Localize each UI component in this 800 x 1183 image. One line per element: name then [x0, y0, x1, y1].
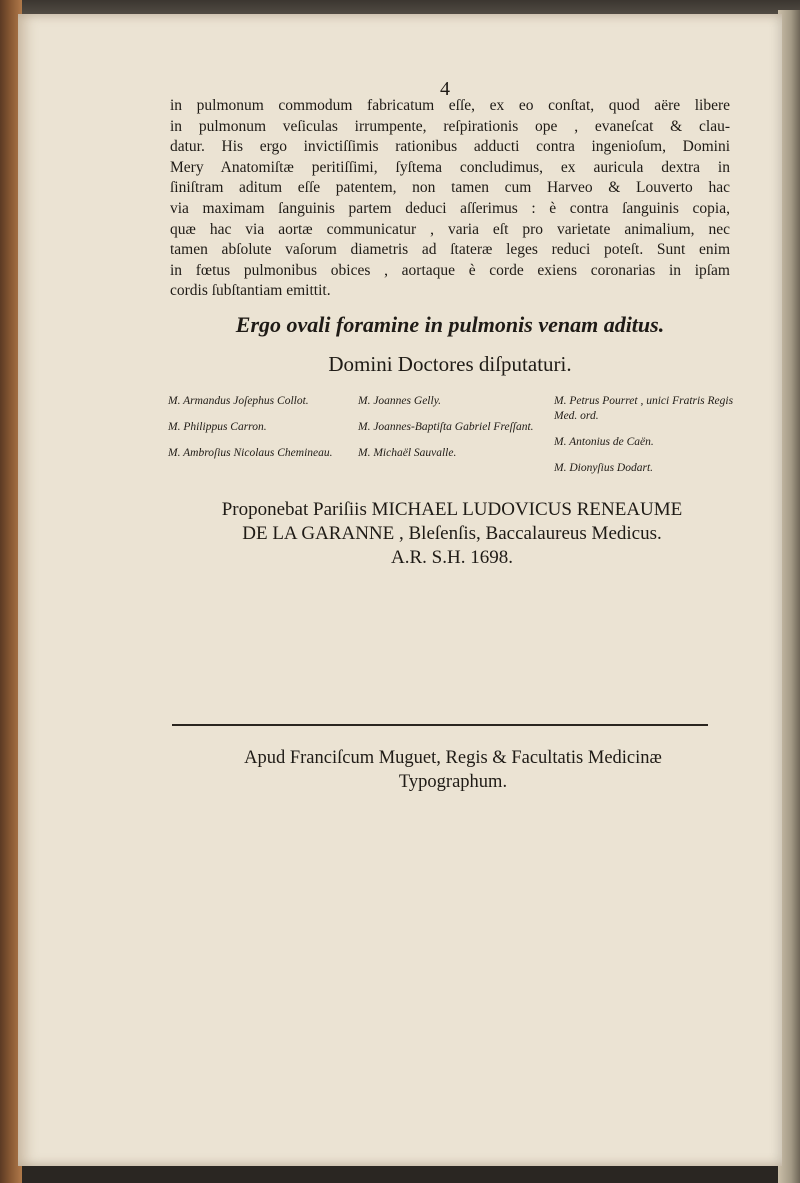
- page-number: 4: [440, 78, 450, 100]
- proponebat-line: Proponebat Pariſiis MICHAEL LUDOVICUS RENEAUME: [221, 499, 683, 520]
- doctors-column-2: [358, 394, 546, 472]
- body-line: quæ hac via aortæ communicatur , varia eſt pro varietate animalium, nec: [170, 220, 730, 238]
- proponebat-line: DE LA GARANNE , Bleſenſis, Baccalaureus Medicus.: [242, 523, 662, 544]
- body-line: ſiniſtram aditum eſſe patentem, non tamen cum Harveo & Louverto hac: [170, 179, 730, 197]
- body-line: in pulmonum veſiculas irrumpente, reſpirationis ope , evaneſcat & clau-: [170, 117, 730, 135]
- doctor-name: M. Antonius de Caën.: [554, 436, 654, 448]
- body-line: tamen abſolute vaſorum diametris ad ſtateræ leges reduci poteſt. Sunt enim: [170, 241, 730, 259]
- body-line: cordis ſubſtantiam emittit.: [170, 282, 331, 300]
- proponebat-date: A.R. S.H. 1698.: [391, 547, 513, 568]
- horizontal-rule: [172, 724, 708, 726]
- body-line: in fœtus pulmonibus obices , aortaque è corde exiens coronarias in ipſam: [170, 261, 730, 279]
- doctor-name: M. Petrus Pourret , unici Fratris Regis Med. ord.: [554, 395, 734, 422]
- body-line: via maximam ſanguinis partem deduci aſſerimus : è contra ſanguinis copia,: [170, 199, 730, 217]
- doctors-column-1: [168, 394, 350, 472]
- doctor-name: M. Joannes-Baptiſta Gabriel Freſſant.: [358, 421, 534, 433]
- body-text: [170, 96, 730, 302]
- thesis-title: Ergo ovali foramine in pulmonis venam aditus.: [235, 312, 665, 337]
- body-line: datur. His ergo invictiſſimis rationibus adducti contra ingenioſum, Domini: [170, 138, 730, 156]
- printer-line: Apud Franciſcum Muguet, Regis & Facultatis Medicinæ: [244, 748, 662, 768]
- doctor-name: M. Michaël Sauvalle.: [358, 447, 457, 459]
- printer-line: Typographum.: [398, 772, 508, 792]
- body-line: in pulmonum commodum fabricatum eſſe, ex eo conſtat, quod aëre libere: [170, 97, 730, 114]
- printer-imprint: [170, 746, 736, 794]
- proponebat-block: [168, 498, 736, 570]
- doctor-name: M. Ambroſius Nicolaus Chemineau.: [168, 447, 333, 459]
- doctor-name: M. Philippus Carron.: [168, 421, 267, 433]
- doctors-heading: Domini Doctores diſputaturi.: [328, 352, 572, 376]
- doctors-column-3: [554, 394, 736, 487]
- body-line: Mery Anatomiſtæ peritiſſimi, ſyſtema concludimus, ex auricula dextra in: [170, 158, 730, 176]
- doctor-name: M. Dionyſius Dodart.: [554, 462, 654, 474]
- doctor-name: M. Armandus Joſephus Collot.: [168, 395, 309, 407]
- doctor-name: M. Joannes Gelly.: [358, 395, 442, 407]
